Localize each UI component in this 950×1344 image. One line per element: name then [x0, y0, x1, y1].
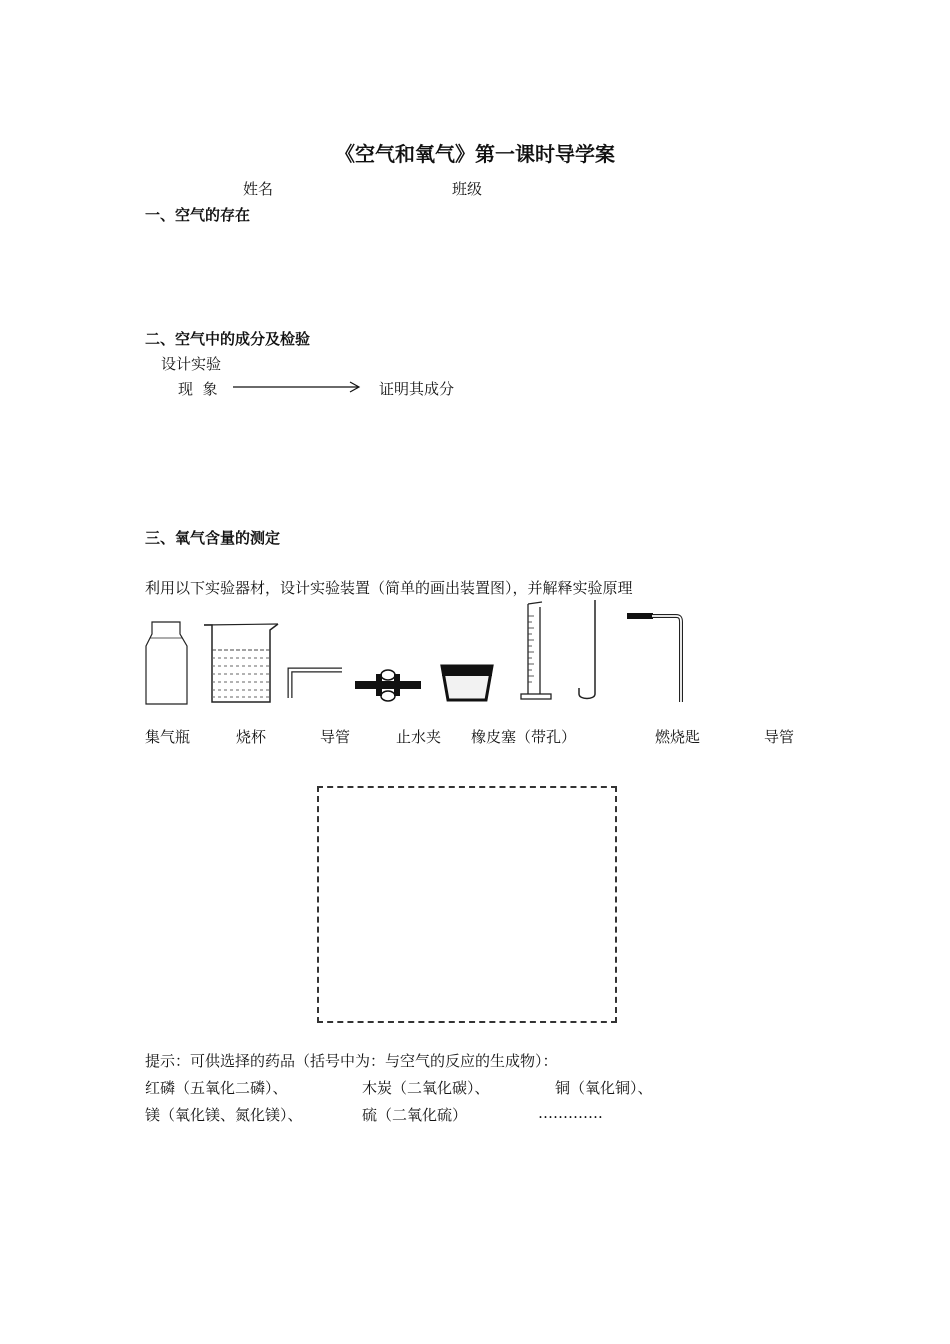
- label-tube: 导管: [320, 728, 351, 746]
- hint-copper: 铜（氧化铜）、: [555, 1079, 653, 1097]
- label-water-clamp: 止水夹: [396, 728, 442, 746]
- label-long-tube: 导管: [764, 728, 795, 746]
- hint-ellipsis: ………….: [538, 1104, 603, 1122]
- name-label: 姓名: [243, 180, 274, 198]
- water-clamp-icon: [352, 666, 424, 706]
- hint-charcoal: 木炭（二氧化碳）、: [362, 1079, 490, 1097]
- label-gas-bottle: 集气瓶: [145, 728, 191, 746]
- rubber-stopper-icon: [438, 662, 496, 704]
- hint-intro: 提示：可供选择的药品（括号中为：与空气的反应的生成物）：: [145, 1052, 558, 1070]
- section1-heading: 一、空气的存在: [145, 206, 251, 224]
- section3-instruction: 利用以下实验器材，设计实验装置（简单的画出装置图），并解释实验原理: [145, 579, 633, 597]
- label-beaker: 烧杯: [236, 728, 267, 746]
- combustion-spoon-icon: [574, 598, 604, 704]
- beaker-icon: [200, 620, 282, 706]
- hint-magnesium: 镁（氧化镁、氮化镁）、: [145, 1106, 303, 1124]
- label-rubber-stopper: 橡皮塞（带孔）: [471, 728, 577, 746]
- bent-tube-icon: [286, 664, 346, 704]
- drawing-area-box[interactable]: [317, 786, 617, 1023]
- design-label: 设计实验: [161, 355, 222, 373]
- long-tube-icon: [624, 608, 688, 704]
- phenomenon-label: 现 象: [178, 380, 218, 398]
- gas-bottle-icon: [144, 620, 194, 706]
- section3-heading: 三、氧气含量的测定: [145, 529, 281, 547]
- class-label: 班级: [452, 180, 483, 198]
- hint-sulfur: 硫（二氧化硫）: [362, 1106, 468, 1124]
- page-title: 《空气和氧气》第一课时导学案: [335, 142, 615, 166]
- conclusion-label: 证明其成分: [379, 380, 455, 398]
- hint-red-phosphorus: 红磷（五氧化二磷）、: [145, 1079, 288, 1097]
- arrow-icon: [230, 378, 370, 398]
- graduated-cylinder-icon: [518, 600, 556, 704]
- label-combustion-spoon: 燃烧匙: [655, 728, 701, 746]
- section2-heading: 二、空气中的成分及检验: [145, 330, 311, 348]
